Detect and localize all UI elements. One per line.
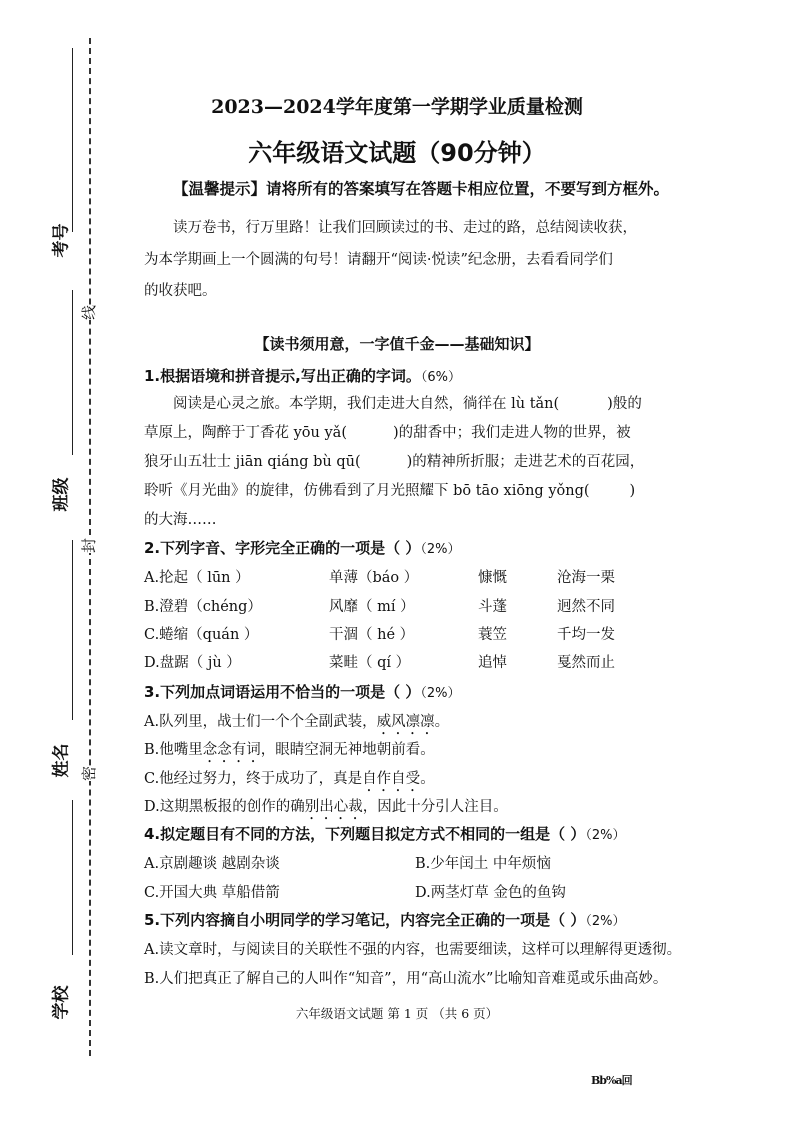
exam-title: 2023—2024学年度第一学期学业质量检测 xyxy=(211,96,583,118)
q2-stem: 2.下列字音、字形完全正确的一项是（ ）（2%） xyxy=(144,539,461,557)
q3-option-b: B.他嘴里念念有词，眼睛空洞无神地朝前看。 xyxy=(144,742,435,758)
q5-option-b: B.人们把真正了解自己的人叫作“知音”，用“高山流水”比喻知音难觅或乐曲高妙。 xyxy=(144,971,668,987)
q2-a-3: 慷慨 xyxy=(478,570,507,586)
warm-tip: 【温馨提示】请将所有的答案填写在答题卡相应位置，不要写到方框外。 xyxy=(173,180,670,198)
q2-c-3: 蓑笠 xyxy=(478,627,507,643)
intro-line-3: 的收获吧。 xyxy=(144,283,217,299)
q4-option-c: C.开国大典 草船借箭 xyxy=(144,885,280,901)
q3-option-c: C.他经过努力，终于成功了，真是自作自受。 xyxy=(144,771,435,787)
q2-c-2: 干涸（ hé ） xyxy=(329,627,415,643)
q2-a-1: A.抡起（ lūn ） xyxy=(144,570,250,586)
binding-line-xingming xyxy=(72,540,73,720)
q3-option-a: A.队列里，战士们一个个全副武装，威风凛凛。 xyxy=(144,714,450,730)
q3-stem: 3.下列加点词语运用不恰当的一项是（ ）（2%） xyxy=(144,683,461,701)
binding-label-banji: 班级 xyxy=(51,477,72,512)
q2-b-2: 风靡（ mí ） xyxy=(329,599,415,615)
q5-stem: 5.下列内容摘自小明同学的学习笔记，内容完全正确的一项是（ ）（2%） xyxy=(144,911,626,929)
q2-a-2: 单薄（báo ） xyxy=(329,570,419,586)
q4-option-b: B.少年闰土 中年烦恼 xyxy=(415,856,551,872)
page-footer: 六年级语文试题 第 1 页 （共 6 页） xyxy=(295,1006,499,1021)
q1-line-5: 的大海…… xyxy=(144,512,217,528)
q1-line-1: 阅读是心灵之旅。本学期，我们走进大自然，徜徉在 lù tǎn( )般的 xyxy=(173,396,642,412)
q2-b-1: B.澄碧（chéng） xyxy=(144,599,262,615)
q3-option-d: D.这期黑板报的创作的确别出心裁，因此十分引人注目。 xyxy=(144,799,508,815)
q4-option-d: D.两茎灯草 金色的鱼钩 xyxy=(415,885,566,901)
binding-line-xuexiao xyxy=(72,800,73,955)
section-title: 【读书须用意，一字值千金——基础知识】 xyxy=(254,335,540,353)
q1-line-4: 聆听《月光曲》的旋律，仿佛看到了月光照耀下 bō tāo xiōng yǒng( ) xyxy=(144,483,636,499)
binding-line-banji xyxy=(72,290,73,455)
corner-stamp: Bb%a回 xyxy=(591,1074,632,1087)
q5-option-a: A.读文章时，与阅读目的关联性不强的内容，也需要细读，这样可以理解得更透彻。 xyxy=(144,942,682,958)
q1-stem: 1.根据语境和拼音提示,写出正确的字词。（6%） xyxy=(144,367,461,385)
q1-line-3: 狼牙山五壮士 jiān qiáng bù qū( )的精神所折服；走进艺术的百花园， xyxy=(144,454,645,470)
binding-label-kaohao: 考号 xyxy=(51,223,72,258)
intro-line-2: 为本学期画上一个圆满的句号！请翻开“阅读·悦读”纪念册，去看看同学们 xyxy=(144,252,613,268)
q2-a-4: 沧海一栗 xyxy=(557,570,615,586)
binding-label-xuexiao: 学校 xyxy=(51,985,72,1020)
q2-b-3: 斗蓬 xyxy=(478,599,507,615)
q2-c-1: C.蜷缩（quán ） xyxy=(144,627,259,643)
q2-c-4: 千均一发 xyxy=(557,627,615,643)
binding-label-xingming: 姓名 xyxy=(51,743,72,778)
q2-b-4: 迥然不同 xyxy=(557,599,615,615)
exam-subtitle: 六年级语文试题（90分钟） xyxy=(248,139,546,167)
q1-line-2: 草原上，陶醉于丁香花 yōu yǎ( )的甜香中；我们走进人物的世界，被 xyxy=(144,425,631,441)
q2-d-2: 菜畦（ qí ） xyxy=(329,655,411,671)
seal-char-feng: 封 xyxy=(80,537,99,554)
q2-d-1: D.盘踞（ jù ） xyxy=(144,655,241,671)
seal-char-xian: 线 xyxy=(80,304,99,321)
q2-d-4: 戛然而止 xyxy=(557,655,615,671)
q4-option-a: A.京剧趣谈 越剧杂谈 xyxy=(144,856,280,872)
intro-line-1: 读万卷书，行万里路！让我们回顾读过的书、走过的路，总结阅读收获， xyxy=(173,220,637,236)
q2-d-3: 追悼 xyxy=(478,655,507,671)
q4-stem: 4.拟定题目有不同的方法，下列题目拟定方式不相同的一组是（ ）（2%） xyxy=(144,825,626,843)
seal-char-mi: 密 xyxy=(80,765,99,782)
